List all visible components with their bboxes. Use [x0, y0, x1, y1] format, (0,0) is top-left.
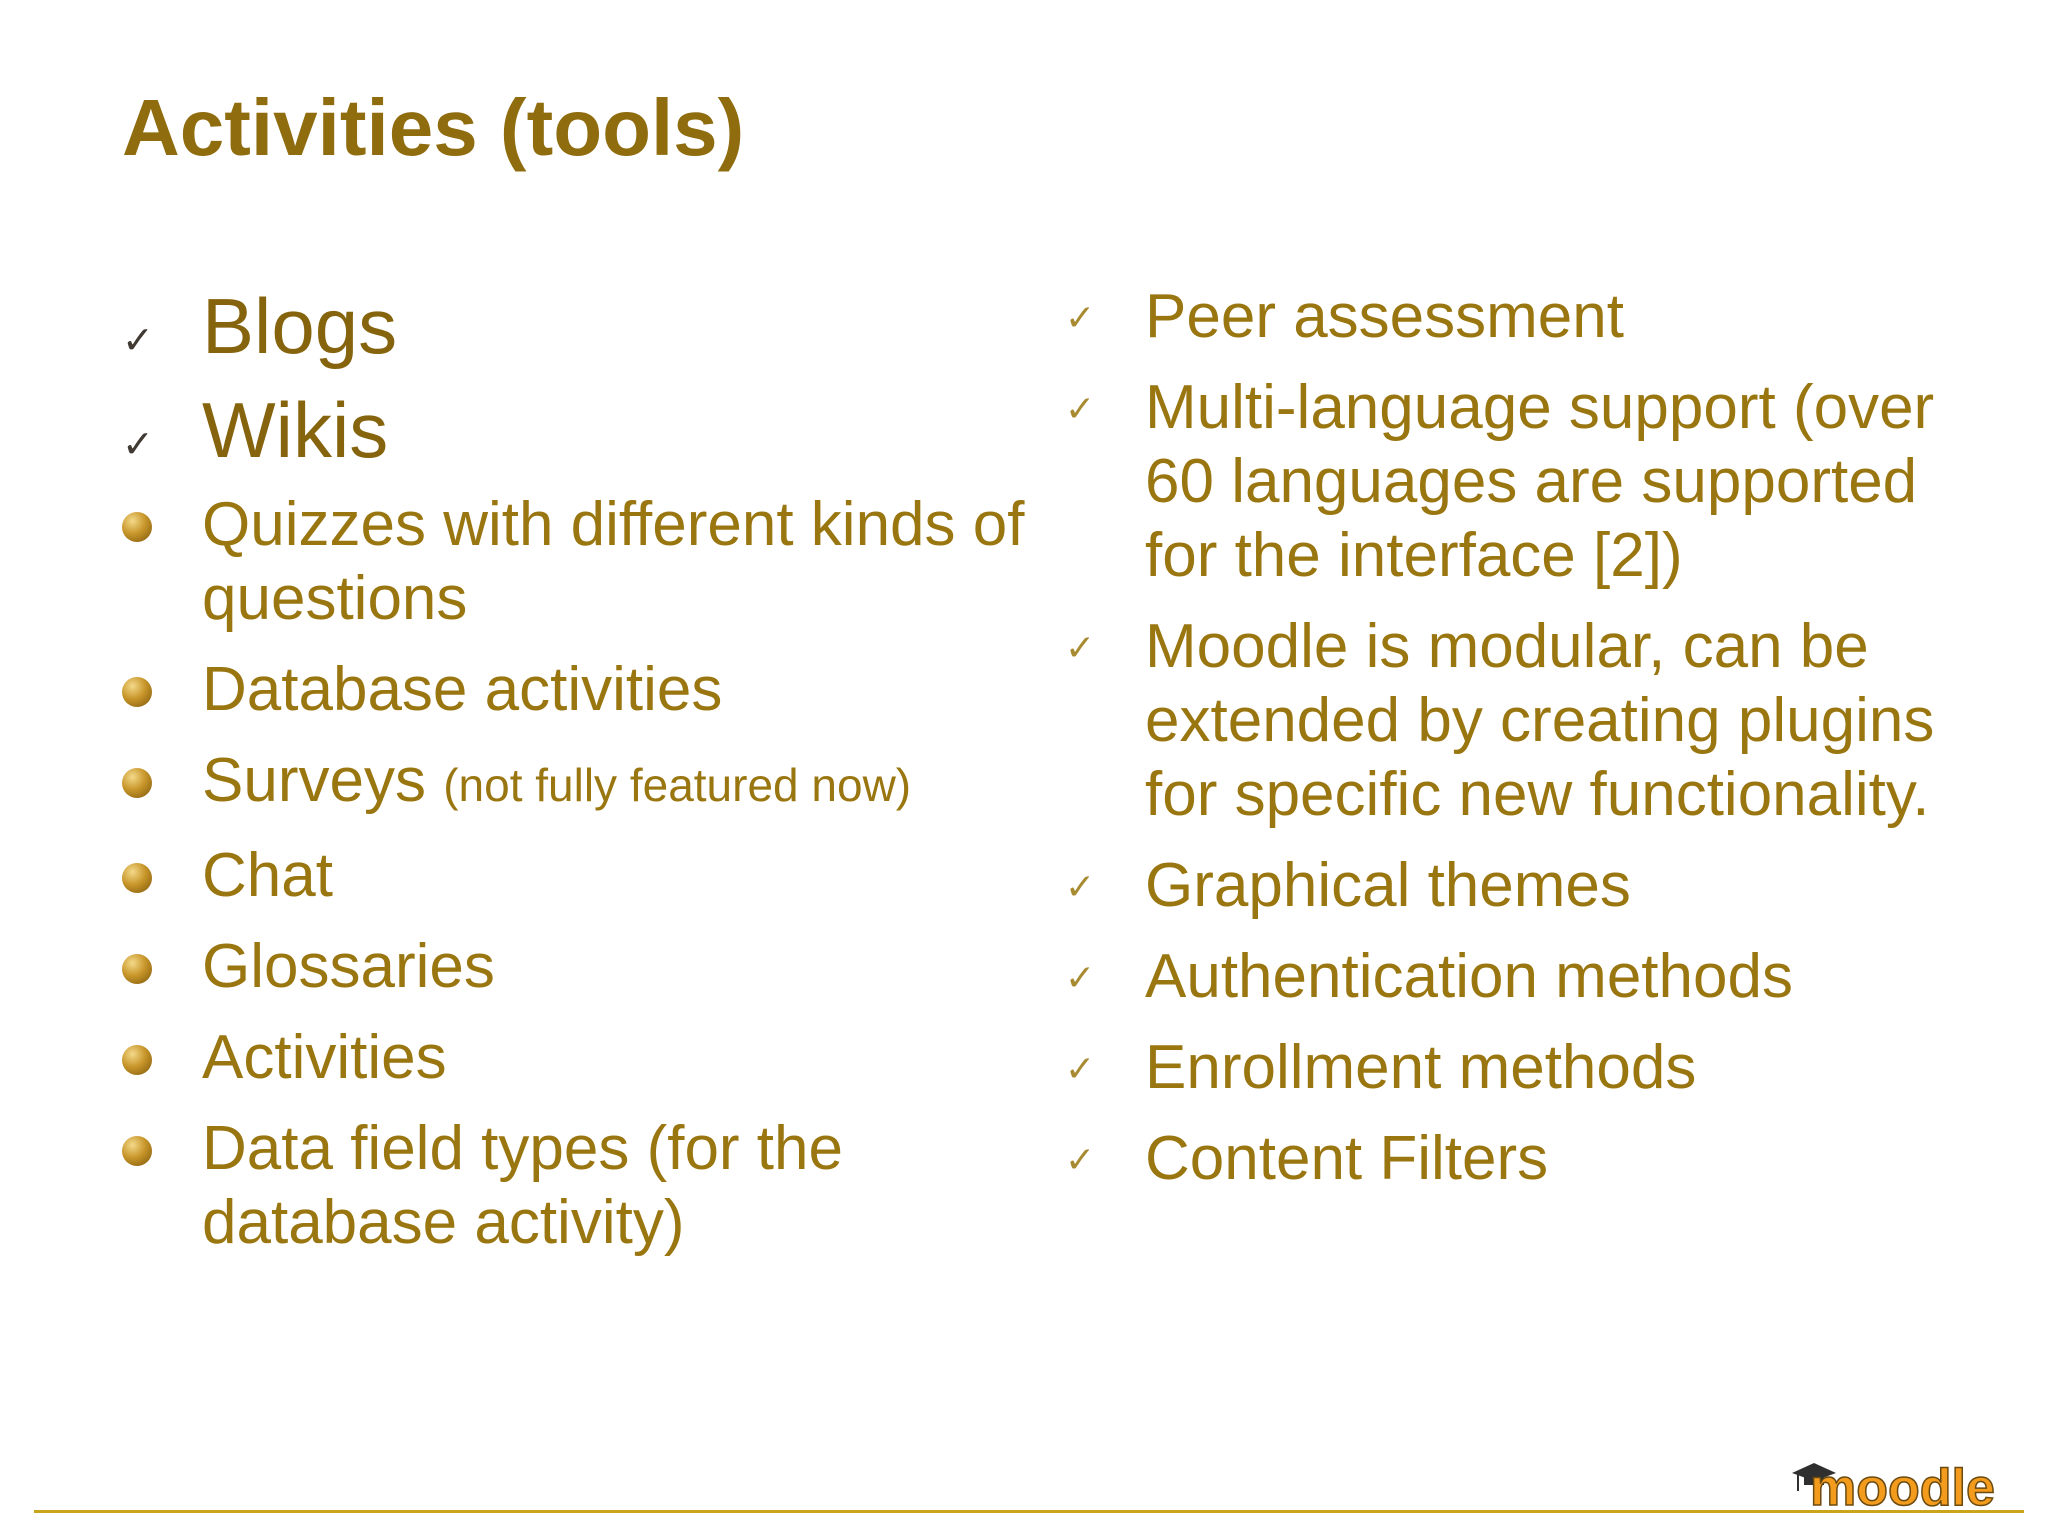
list-item-text: Peer assessment — [1145, 282, 1624, 351]
list-item — [1065, 1122, 2005, 1196]
list-item — [1065, 849, 2005, 923]
list-item — [122, 744, 1052, 822]
checkmark-icon: ✓ — [122, 422, 154, 466]
checkmark-icon: ✓ — [1065, 1049, 1096, 1090]
moodle-logo — [1790, 1455, 2020, 1511]
checkmark-icon: ✓ — [1065, 958, 1096, 999]
checkmark-icon: ✓ — [1065, 867, 1096, 908]
list-item — [122, 280, 1052, 372]
list-item-text: Graphical themes — [1145, 851, 1631, 920]
list-item — [122, 1112, 1052, 1260]
list-item-note: (not fully featured now) — [443, 759, 912, 811]
checkmark-icon: ✓ — [1065, 298, 1096, 339]
list-item — [1065, 280, 2005, 354]
list-item — [122, 1021, 1052, 1095]
bullet-ball-icon — [122, 768, 152, 798]
list-item-text: Blogs — [202, 282, 398, 370]
checkmark-icon: ✓ — [1065, 628, 1096, 669]
checkmark-icon: ✓ — [1065, 1140, 1096, 1181]
list-item-text: Authentication methods — [1145, 942, 1793, 1011]
checkmark-icon: ✓ — [1065, 389, 1096, 430]
list-item — [1065, 610, 2005, 832]
list-item — [1065, 371, 2005, 593]
slide-title: Activities (tools) — [122, 83, 745, 172]
checkmark-icon: ✓ — [122, 318, 154, 362]
list-item-text: Database activities — [202, 655, 723, 724]
list-item-text: Quizzes with different kinds of questions — [202, 490, 1025, 633]
footer-divider — [34, 1510, 2024, 1513]
bullet-ball-icon — [122, 512, 152, 542]
bullet-ball-icon — [122, 677, 152, 707]
list-item — [122, 839, 1052, 913]
list-item — [122, 488, 1052, 636]
list-item-text: Glossaries — [202, 932, 495, 1001]
list-item — [122, 930, 1052, 1004]
list-item — [122, 653, 1052, 727]
bullet-ball-icon — [122, 863, 152, 893]
list-item-text: Moodle is modular, can be extended by creating plugins for specific new functionality. — [1145, 612, 1935, 829]
list-item — [122, 384, 1052, 476]
list-item-text: Data field types (for the database activity) — [202, 1114, 843, 1257]
list-item-text: Content Filters — [1145, 1124, 1549, 1193]
left-list — [122, 280, 1052, 1277]
list-item — [1065, 1031, 2005, 1105]
bullet-ball-icon — [122, 1136, 152, 1166]
logo-text: moodle — [1810, 1459, 1995, 1511]
list-item-text: Wikis — [202, 386, 389, 474]
list-item — [1065, 940, 2005, 1014]
list-item-text: Surveys — [202, 746, 426, 815]
right-list — [1065, 280, 2005, 1213]
list-item-text: Multi-language support (over 60 languages are supported for the interface [2]) — [1145, 373, 1935, 590]
bullet-ball-icon — [122, 1045, 152, 1075]
list-item-text: Enrollment methods — [1145, 1033, 1697, 1102]
list-item-text: Activities — [202, 1023, 447, 1092]
bullet-ball-icon — [122, 954, 152, 984]
list-item-text: Chat — [202, 841, 333, 910]
